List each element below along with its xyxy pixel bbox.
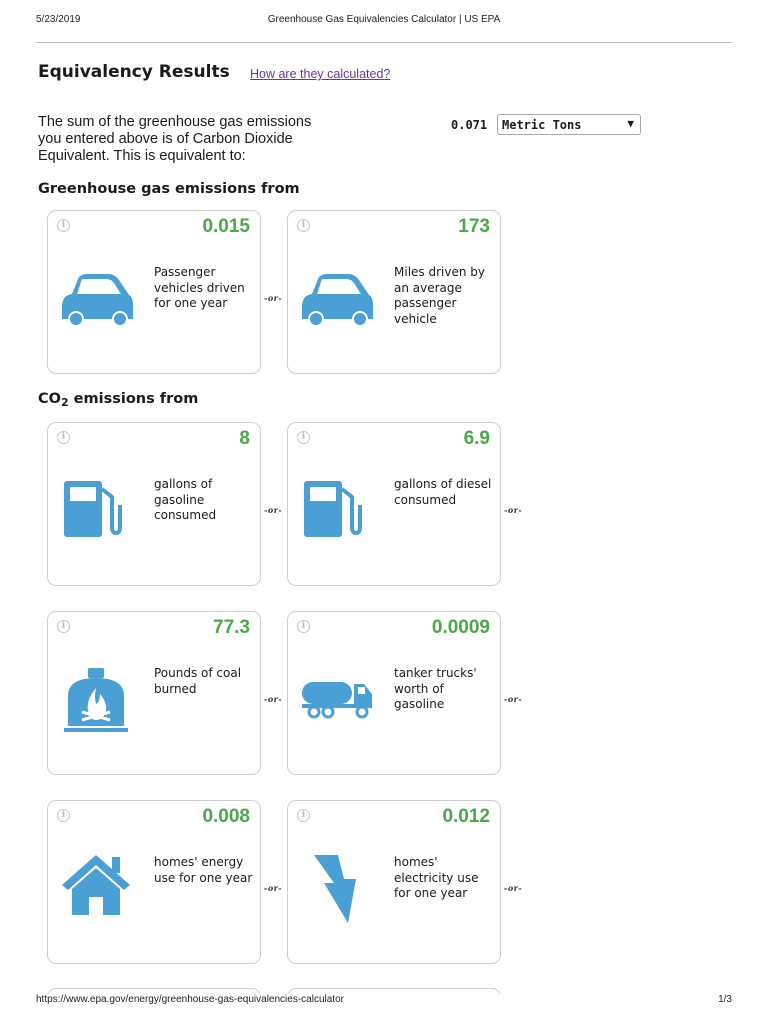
- card-description: gallons of diesel consumed: [394, 477, 492, 507]
- equivalency-card: [287, 422, 501, 586]
- equivalency-card: [47, 611, 261, 775]
- card-description: Pounds of coal burned: [154, 666, 242, 696]
- card-description: gallons of gasoline consumed: [154, 477, 217, 522]
- card-description: homes' electricity use for one year: [394, 855, 479, 900]
- card-description: Passenger vehicles driven for one year: [154, 265, 245, 310]
- results-intro: The sum of the greenhouse gas emissions you entered above is of Carbon Dioxide Equivalent. This is equivalent to:: [38, 114, 312, 164]
- ghg-section-title: Greenhouse gas emissions from: [38, 181, 300, 197]
- card-value: 6.9: [463, 428, 490, 449]
- or-separator: -or-: [504, 883, 523, 893]
- card-value: 0.0009: [431, 617, 490, 638]
- equivalency-card: [47, 422, 261, 586]
- equivalency-card: [47, 800, 261, 964]
- coal-furnace-icon: [60, 664, 134, 736]
- total-emissions-value: 0.071: [451, 118, 488, 132]
- unit-select-value: Metric Tons: [502, 118, 582, 132]
- card-description: homes' energy use for one year: [154, 855, 253, 885]
- or-separator: -or-: [264, 883, 283, 893]
- info-icon[interactable]: i: [297, 620, 310, 633]
- card-value: 0.008: [202, 806, 250, 827]
- info-icon[interactable]: i: [297, 219, 310, 232]
- car-icon: [300, 263, 374, 335]
- co2-suffix: emissions from: [68, 391, 199, 407]
- print-header: [36, 14, 732, 28]
- info-icon[interactable]: i: [57, 809, 70, 822]
- co2-subscript: 2: [60, 396, 69, 409]
- info-icon[interactable]: i: [57, 431, 70, 444]
- print-date: 5/23/2019: [36, 14, 81, 25]
- fuel-pump-icon: [300, 475, 374, 547]
- equivalency-card: [287, 210, 501, 374]
- info-icon[interactable]: i: [297, 431, 310, 444]
- fuel-pump-icon: [60, 475, 134, 547]
- header-divider: [36, 42, 732, 43]
- card-description: Miles driven by an average passenger vehicle: [394, 265, 485, 326]
- info-icon[interactable]: i: [297, 809, 310, 822]
- or-separator: -or-: [264, 694, 283, 704]
- results-title: Equivalency Results: [38, 62, 230, 82]
- equivalency-card: [287, 611, 501, 775]
- or-separator: -or-: [264, 505, 283, 515]
- card-value: 173: [458, 216, 490, 237]
- or-separator: -or-: [264, 293, 283, 303]
- card-value: 77.3: [213, 617, 250, 638]
- print-page-number: 1/3: [718, 994, 732, 1005]
- info-icon[interactable]: i: [57, 219, 70, 232]
- card-value: 0.012: [442, 806, 490, 827]
- print-footer: [36, 994, 732, 1008]
- card-description: tanker trucks' worth of gasoline: [394, 666, 477, 711]
- car-icon: [60, 263, 134, 335]
- info-icon[interactable]: i: [57, 620, 70, 633]
- print-page-title: Greenhouse Gas Equivalencies Calculator | US EPA: [267, 14, 501, 25]
- unit-select[interactable]: [497, 114, 641, 135]
- equivalency-card: [47, 210, 261, 374]
- dropdown-arrow-icon: ▼: [627, 117, 634, 130]
- card-value: 8: [239, 428, 250, 449]
- print-url: https://www.epa.gov/energy/greenhouse-gas-equivalencies-calculator: [36, 994, 344, 1005]
- lightning-bolt-icon: [300, 853, 374, 925]
- or-separator: -or-: [504, 694, 523, 704]
- equivalency-card: [287, 800, 501, 964]
- co2-prefix: CO: [38, 391, 61, 407]
- how-calculated-link[interactable]: How are they calculated?: [250, 67, 391, 81]
- co2-section-title: [38, 391, 198, 409]
- card-value: 0.015: [202, 216, 250, 237]
- tanker-truck-icon: [300, 664, 374, 736]
- house-icon: [60, 853, 134, 925]
- or-separator: -or-: [504, 505, 523, 515]
